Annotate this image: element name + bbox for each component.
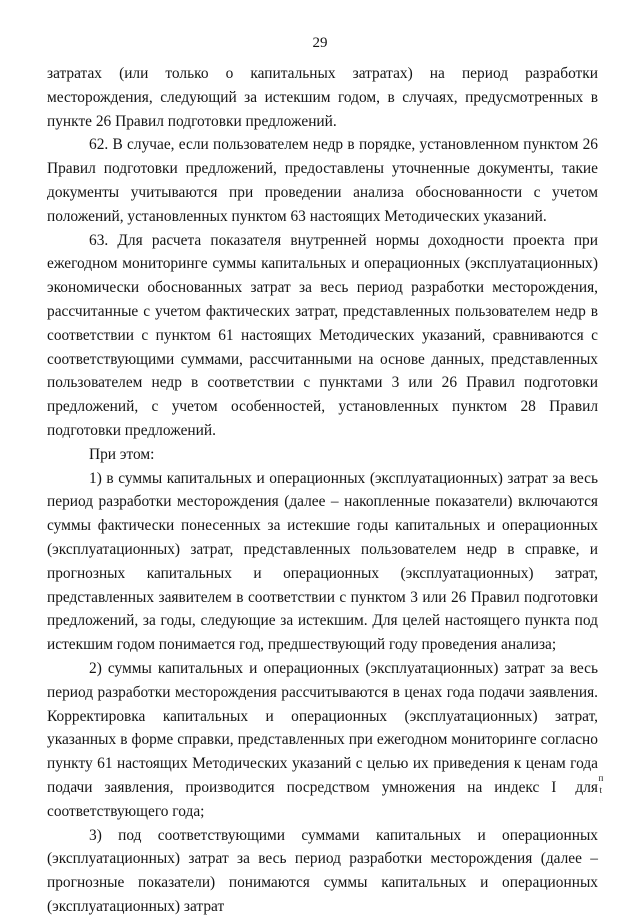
paragraph-62: 62. В случае, если пользователем недр в порядке, установленном пунктом 26 Правил подготовки предложений, предоставлены уточненные документы, такие документы учитываются при проведении анализа обоснованности с учетом положений, установленных пунктом 63 настоящих Методических указаний.: [47, 136, 598, 225]
paragraph-pri-etom: При этом:: [89, 445, 155, 463]
list-item-2-text-end: для соответствующего года;: [47, 778, 598, 820]
document-body: [47, 62, 604, 919]
index-subscript: t: [599, 784, 602, 795]
list-item-3: 3) под соответствующими суммами капитальных и операционных (эксплуатационных) затрат за весь период разработки месторождения (далее – прогнозные показатели) понимаются суммы капитальных и операционных (эксплуатационных) затрат: [47, 826, 598, 915]
paragraph-63: 63. Для расчета показателя внутренней нормы доходности проекта при ежегодном мониторинге суммы капитальных и операционных (эксплуатационных) экономически обоснованных затрат за весь период разработки месторождения, рассчитанные с учетом фактических затрат, представленных пользователем недр в соответствии с пунктом 61 настоящих Методических указаний, сравниваются с соответствующими суммами, рассчитанными на основе данных, представленных пользователем недр в соответствии с пунктами 3 или 26 Правил подготовки предложений, с учетом особенностей, установленных пунктом 28 Правил подготовки предложений.: [47, 231, 598, 439]
page-number: 29: [312, 35, 328, 51]
paragraph-continuation: затратах (или только о капитальных затратах) на период разработки месторождения, следующий за истекшим годом, в случаях, предусмотренных в пункте 26 Правил подготовки предложений.: [47, 65, 598, 130]
list-item-1: 1) в суммы капитальных и операционных (эксплуатационных) затрат за весь период разработки месторождения (далее – накопленные показатели) включаются суммы фактически понесенных за истекшие годы капитальных и операционных (эксплуатационных) затрат, представленных пользователем недр в справке, и прогнозных капитальных и операционных (эксплуатационных) затрат, представленных заявителем в соответствии с пунктом 3 или 26 Правил подготовки предложений, за годы, следующие за истекшим. Для целей настоящего пункта под истекшим годом понимается год, предшествующий году проведения анализа;: [47, 469, 598, 654]
list-item-2-text: 2) суммы капитальных и операционных (эксплуатационных) затрат за весь период разработки месторождения рассчитываются в ценах года подачи заявления. Корректировка капитальных и операционных (эксплуатационных) затрат, указанных в форме справки, представленных при ежегодном мониторинге согласно пункту 61 настоящих Методических указаний с целью их приведения к ценам года подачи заявления, производится посредством умножения на индекс I: [47, 659, 598, 796]
list-item-2: 2) суммы капитальных и операционных (эксплуатационных) затрат за весь период разработки месторождения рассчитываются в ценах года подачи заявления. Корректировка капитальных и операционных (эксплуатационных) затрат, указанных в форме справки, представленных при ежегодном мониторинге согласно пункту 61 настоящих Методических указаний с целью их приведения к ценам года подачи заявления, производится посредством умножения на индекс I п t для соответствующего года;: [47, 659, 604, 820]
